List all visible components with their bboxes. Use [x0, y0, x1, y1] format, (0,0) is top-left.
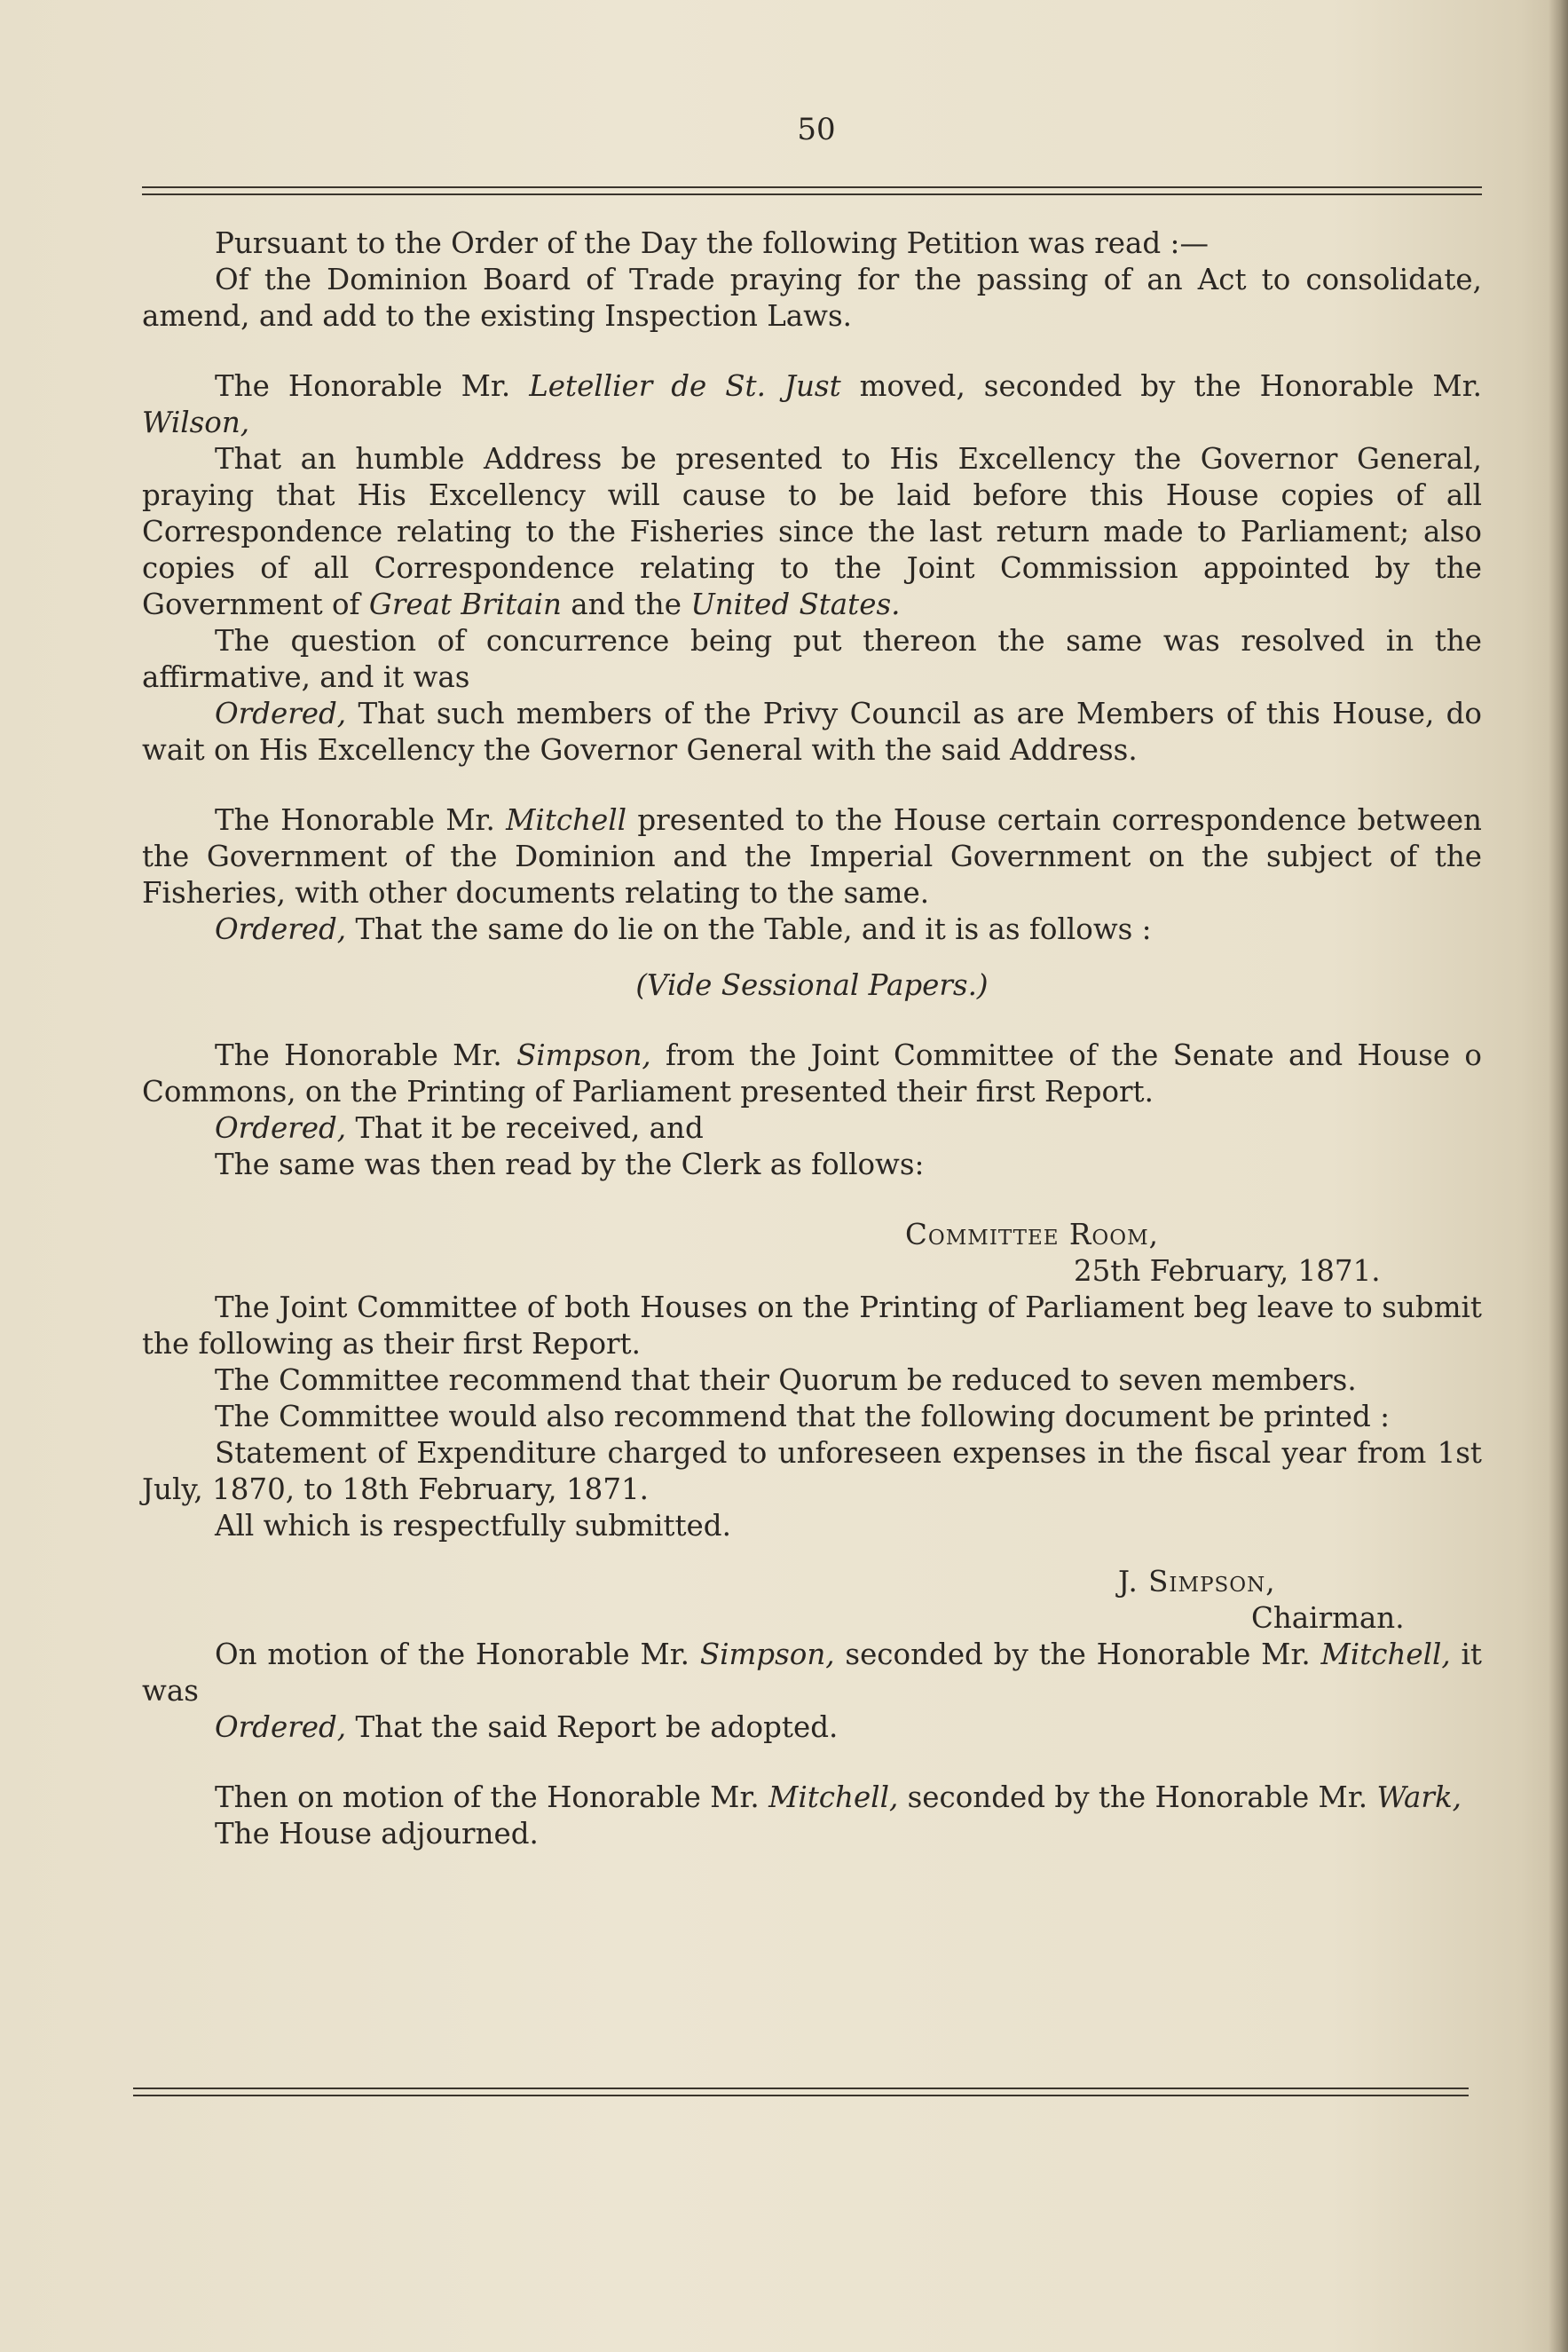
- simpson-read: The same was then read by the Clerk as follows:: [215, 1148, 925, 1181]
- top-double-rule: [142, 186, 1482, 195]
- vide-sessional-papers: (Vide Sessional Papers.): [635, 968, 989, 1002]
- adjourn-motion: Then on motion of the Honorable Mr. Mitchell, seconded by the Honorable Mr. Wark,: [215, 1780, 1462, 1814]
- adjourn-text: The House adjourned.: [215, 1817, 539, 1851]
- report-signer-title: Chairman.: [1251, 1601, 1405, 1635]
- report-paragraph-2: The Committee recommend that their Quorum be reduced to seven members.: [215, 1363, 1357, 1397]
- page-spine-shadow: [1548, 0, 1568, 2352]
- report-paragraph-4: Statement of Expenditure charged to unforeseen expenses in the fiscal year from 1st July, 1870, to 18th February, 1871.: [142, 1436, 1482, 1506]
- report-paragraph-1: The Joint Committee of both Houses on the Printing of Parliament beg leave to submit the following as their first Report.: [142, 1290, 1482, 1361]
- page-number: 50: [797, 112, 836, 147]
- bottom-double-rule: [133, 2088, 1469, 2096]
- report-room: Committee Room,: [905, 1218, 1159, 1251]
- adopt-order: Ordered, That the said Report be adopted.: [215, 1710, 839, 1744]
- motion-address-order: Ordered, That such members of the Privy Council as are Members of this House, do wait on His Excellency the Governor General with the said Address.: [142, 697, 1482, 767]
- adopt-motion: On motion of the Honorable Mr. Simpson, seconded by the Honorable Mr. Mitchell, it was: [142, 1638, 1482, 1708]
- mitchell-order: Ordered, That the same do lie on the Table, and it is as follows :: [215, 912, 1152, 946]
- petition-intro: Pursuant to the Order of the Day the following Petition was read :—: [215, 226, 1209, 260]
- motion-address-text: That an humble Address be presented to His Excellency the Governor General, praying that His Excellency will cause to be laid before this House copies of all Correspondence relating to the Fisheries since the last return made to Parliament; also copies of all Correspondence relating to the Joint Commission appointed by the Government of Great Britain and the United States.: [142, 442, 1482, 621]
- report-paragraph-3: The Committee would also recommend that the following document be printed :: [215, 1400, 1391, 1433]
- motion-address-concurrence: The question of concurrence being put thereon the same was resolved in the affirmative, and it was: [142, 624, 1482, 694]
- report-date: 25th February, 1871.: [1074, 1254, 1381, 1288]
- mitchell-correspondence: The Honorable Mr. Mitchell presented to the House certain correspondence between the Government of the Dominion and the Imperial Government on the subject of the Fisheries, with other documents relating to the same.: [142, 803, 1482, 910]
- journal-body: [142, 225, 1482, 1852]
- simpson-order: Ordered, That it be received, and: [215, 1111, 704, 1145]
- report-paragraph-5: All which is respectfully submitted.: [215, 1509, 731, 1543]
- motion-address-mover: The Honorable Mr. Letellier de St. Just moved, seconded by the Honorable Mr. Wilson,: [142, 369, 1482, 439]
- petition-body: Of the Dominion Board of Trade praying for the passing of an Act to consolidate, amend, and add to the existing Inspection Laws.: [142, 263, 1482, 333]
- report-signer: J. Simpson,: [1118, 1565, 1276, 1598]
- simpson-report-presented: The Honorable Mr. Simpson, from the Joint Committee of the Senate and House o Commons, on the Printing of Parliament presented their first Report.: [142, 1038, 1482, 1109]
